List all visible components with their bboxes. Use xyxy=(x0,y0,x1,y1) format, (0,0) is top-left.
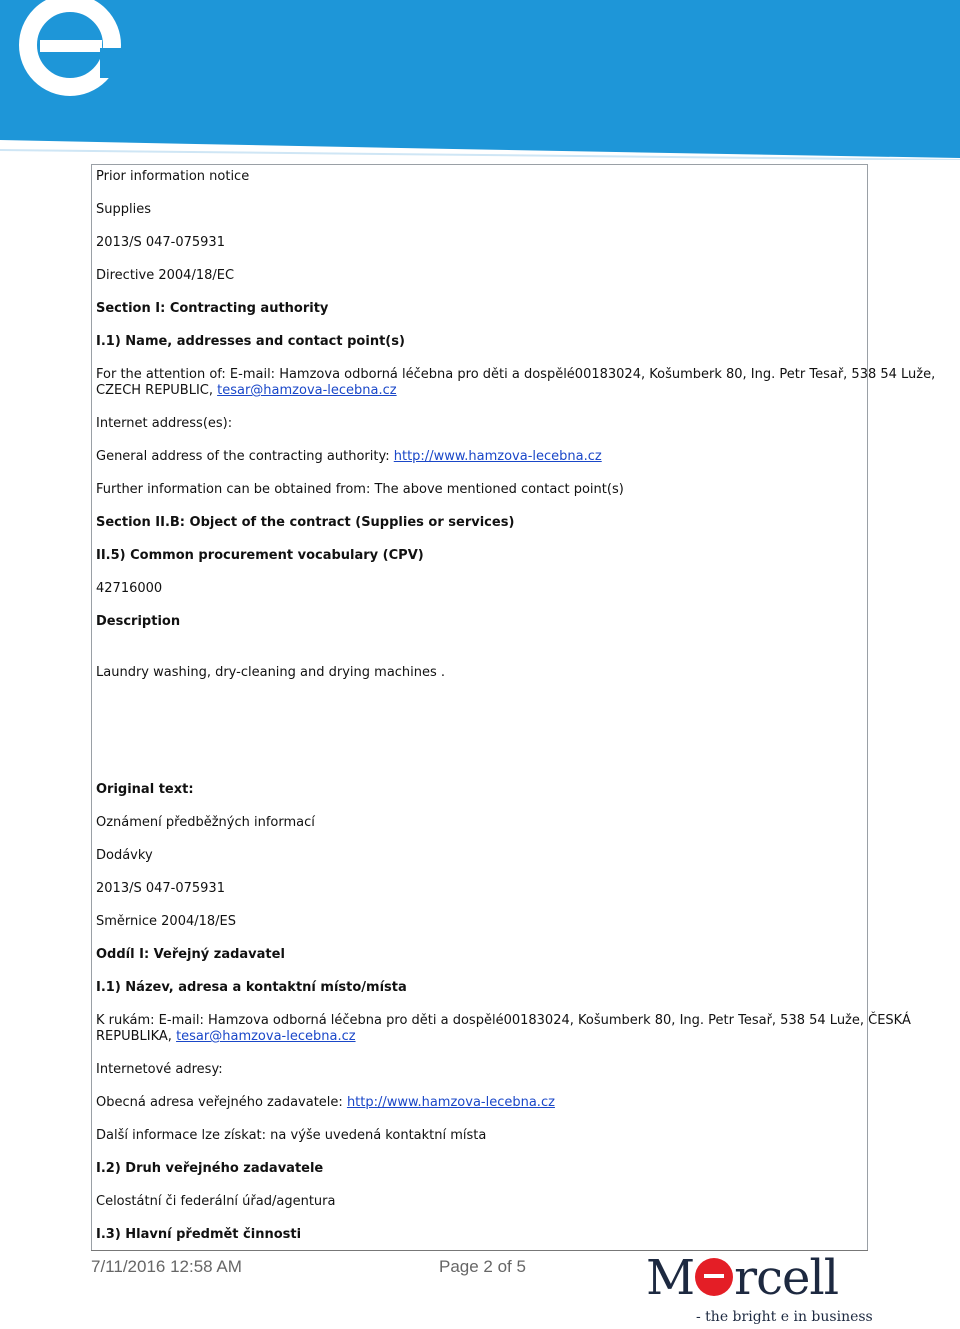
contract-type-cz: Dodávky xyxy=(96,848,153,863)
website-link[interactable]: http://www.hamzova-lecebna.cz xyxy=(393,449,602,464)
brand-wordmark xyxy=(646,1252,838,1304)
e-logo-icon xyxy=(0,0,140,110)
brand-m: M xyxy=(646,1250,695,1306)
authority-type-cz: Celostátní či federální úřad/agentura xyxy=(96,1194,336,1209)
subsection-heading: II.5) Common procurement vocabulary (CPV) xyxy=(96,548,424,563)
contact-line-cont xyxy=(96,383,397,399)
brand-tagline: - the bright e in business xyxy=(696,1309,873,1325)
brand-rest: rcell xyxy=(734,1250,839,1306)
general-address xyxy=(96,449,602,465)
header-wave xyxy=(0,0,960,160)
subsection-heading-cz: I.3) Hlavní předmět činnosti xyxy=(96,1227,302,1242)
contact-line: For the attention of: E-mail: Hamzova odborná léčebna pro děti a dospělé00183024, Košumberk 80, Ing. Petr Tesař, 538 54 Luže, xyxy=(96,367,936,382)
further-info: Further information can be obtained from: The above mentioned contact point(s) xyxy=(96,482,624,497)
subsection-heading-cz: I.1) Název, adresa a kontaktní místo/místa xyxy=(96,980,407,995)
section-heading-cz: Oddíl I: Veřejný zadavatel xyxy=(96,947,285,962)
email-link-cz[interactable]: tesar@hamzova-lecebna.cz xyxy=(176,1029,356,1044)
subsection-heading: I.1) Name, addresses and contact point(s) xyxy=(96,334,405,349)
contact-line-cz-cont xyxy=(96,1029,356,1045)
notice-number-cz: 2013/S 047-075931 xyxy=(96,881,225,896)
section-heading: Section II.B: Object of the contract (Supplies or services) xyxy=(96,515,515,530)
page-number: Page 2 of 5 xyxy=(439,1257,526,1276)
notice-number: 2013/S 047-075931 xyxy=(96,235,225,250)
internet-label-cz: Internetové adresy: xyxy=(96,1062,223,1077)
contact-line-cz: K rukám: E-mail: Hamzova odborná léčebna pro děti a dospělé00183024, Košumberk 80, Ing. Petr Tesař, 538 54 Luže, ČESKÁ xyxy=(96,1013,911,1028)
brand-e-icon xyxy=(695,1258,733,1296)
general-address-label-cz: Obecná adresa veřejného zadavatele: xyxy=(96,1095,347,1110)
print-date: 7/11/2016 12:58 AM xyxy=(91,1257,242,1276)
marcell-logo xyxy=(646,1250,873,1327)
contact-country-cz: REPUBLIKA, xyxy=(96,1029,177,1044)
notice-type-cz: Oznámení předběžných informací xyxy=(96,815,315,830)
document-frame xyxy=(91,164,868,1251)
subsection-heading-cz: I.2) Druh veřejného zadavatele xyxy=(96,1161,324,1176)
notice-type: Prior information notice xyxy=(96,169,250,184)
website-link-cz[interactable]: http://www.hamzova-lecebna.cz xyxy=(346,1095,555,1110)
contact-country: CZECH REPUBLIC, xyxy=(96,383,218,398)
description-text: Laundry washing, dry-cleaning and drying machines . xyxy=(96,665,446,680)
directive: Directive 2004/18/EC xyxy=(96,268,235,283)
original-text-heading: Original text: xyxy=(96,782,194,797)
directive-cz: Směrnice 2004/18/ES xyxy=(96,914,237,929)
internet-label: Internet address(es): xyxy=(96,416,233,431)
general-address-cz xyxy=(96,1095,555,1111)
further-info-cz: Další informace lze získat: na výše uvedená kontaktní místa xyxy=(96,1128,487,1143)
section-heading: Section I: Contracting authority xyxy=(96,301,329,316)
description-heading: Description xyxy=(96,614,181,629)
general-address-label: General address of the contracting authority: xyxy=(96,449,394,464)
cpv-code: 42716000 xyxy=(96,581,163,596)
email-link[interactable]: tesar@hamzova-lecebna.cz xyxy=(217,383,397,398)
header-band xyxy=(0,0,960,160)
contract-type: Supplies xyxy=(96,202,151,217)
